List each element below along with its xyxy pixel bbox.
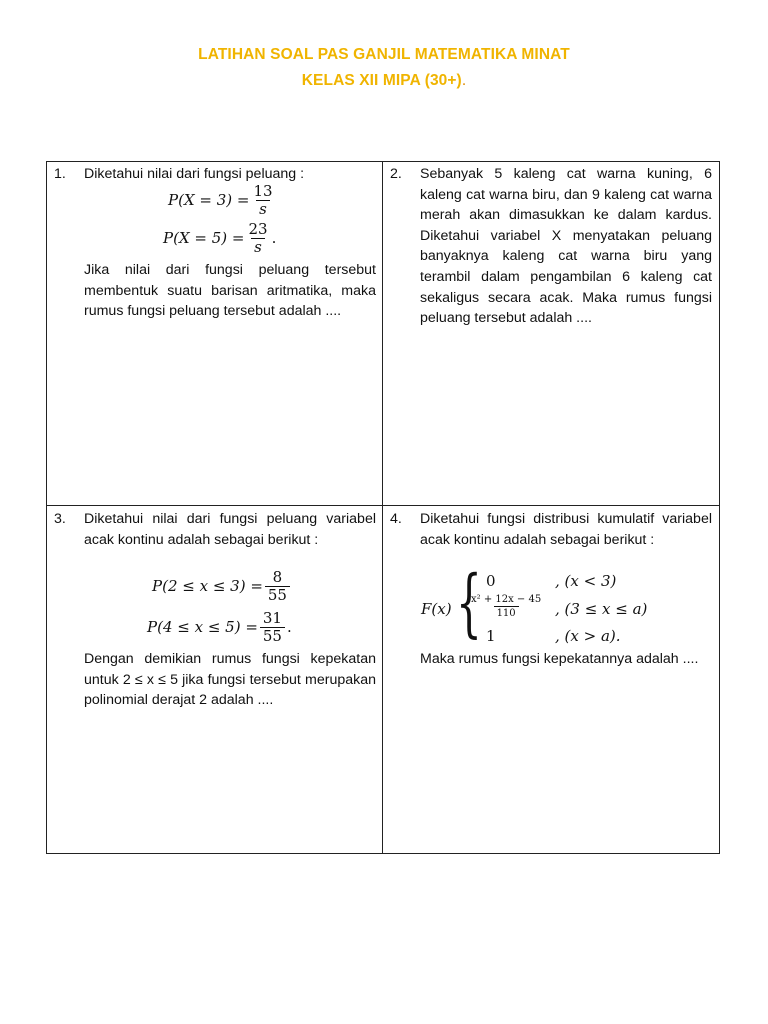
question-1-equation-2: [163, 221, 276, 256]
question-2-number: 2.: [390, 166, 402, 182]
q1-eq2-num: 23: [248, 220, 268, 238]
question-3-text: Dengan demikian rumus fungsi kepekatan untuk 2 ≤ x ≤ 5 jika fungsi tersebut merupakan polinomial derajat 2 adalah ....: [84, 651, 376, 709]
q4-case-2-num: x² + 12x − 45: [471, 594, 542, 605]
table-vertical-divider: [382, 161, 383, 854]
question-4: [390, 509, 712, 849]
q3-eq1-left: P(2 ≤ x ≤ 3) =: [152, 577, 263, 596]
question-1-text: Jika nilai dari fungsi peluang tersebut membentuk suatu barisan aritmatika, maka rumus fungsi peluang tersebut adalah ....: [84, 262, 376, 320]
q3-eq1-num: 8: [272, 568, 283, 586]
q1-eq2-den: s: [251, 238, 265, 256]
page-title-dot: .: [461, 72, 467, 89]
q3-eq1-fraction: [265, 569, 290, 604]
table-horizontal-divider: [46, 505, 720, 506]
q4-case-3-value: 1: [486, 627, 496, 645]
q4-case-1-value: 0: [486, 572, 496, 590]
question-4-text: Maka rumus fungsi kepekatannya adalah ....: [420, 651, 699, 667]
q4-case-2-den: 110: [494, 606, 519, 620]
question-4-intro: Diketahui fungsi distribusi kumulatif variabel acak kontinu adalah sebagai berikut :: [420, 511, 712, 548]
q1-eq1-fraction: [251, 183, 274, 218]
q3-eq2-num: 31: [262, 609, 282, 627]
page-title-line-1: LATIHAN SOAL PAS GANJIL MATEMATIKA MINAT: [198, 46, 570, 63]
q3-eq2-left: P(4 ≤ x ≤ 5) =: [147, 618, 258, 637]
q4-brace: {: [456, 560, 482, 646]
q1-eq1-left: P(X = 3) =: [168, 191, 250, 210]
question-3-intro: Diketahui nilai dari fungsi peluang variabel acak kontinu adalah sebagai berikut :: [84, 511, 376, 548]
page-title-line-2-text: KELAS XII MIPA (30+): [301, 72, 462, 89]
question-1-intro: Diketahui nilai dari fungsi peluang :: [84, 166, 305, 182]
q4-case-2-fraction: [469, 593, 543, 620]
question-3-equation-2: [147, 610, 292, 645]
q4-case-1-condition: , (x < 3): [555, 572, 617, 590]
page-title-line-2: [0, 72, 768, 90]
question-1: [54, 164, 376, 499]
question-2-text: Sebanyak 5 kaleng cat warna kuning, 6 kaleng cat warna biru, dan 9 kaleng cat warna merah akan dimasukkan ke dalam kardus. Diketahui variabel X menyatakan peluang banyaknya kaleng cat warna biru yang terambil dalam pengambilan 6 kaleng cat sekaligus secara acak. Maka rumus fungsi peluang tersebut adalah ....: [420, 166, 712, 327]
q3-eq2-den: 55: [260, 627, 285, 645]
q4-case-3-condition: , (x > a).: [555, 627, 621, 645]
question-2: [390, 164, 712, 499]
q1-eq1-num: 13: [253, 182, 273, 200]
q4-fx-label: F(x): [421, 600, 452, 618]
q1-eq2-tail: .: [271, 229, 277, 248]
q1-eq2-left: P(X = 5) =: [163, 229, 245, 248]
question-3-equation-1: [152, 569, 292, 604]
question-3: [54, 509, 376, 849]
question-1-number: 1.: [54, 166, 66, 182]
q3-eq1-den: 55: [265, 586, 290, 604]
question-4-piecewise: [390, 560, 712, 651]
q3-eq2-fraction: [260, 610, 285, 645]
question-4-number: 4.: [390, 511, 402, 527]
question-1-equation-1: [168, 183, 277, 218]
q1-eq2-fraction: [246, 221, 269, 256]
q3-eq2-tail: .: [286, 618, 292, 637]
question-3-number: 3.: [54, 511, 66, 527]
q4-case-2-condition: , (3 ≤ x ≤ a): [555, 600, 648, 618]
q1-eq1-den: s: [256, 200, 270, 218]
